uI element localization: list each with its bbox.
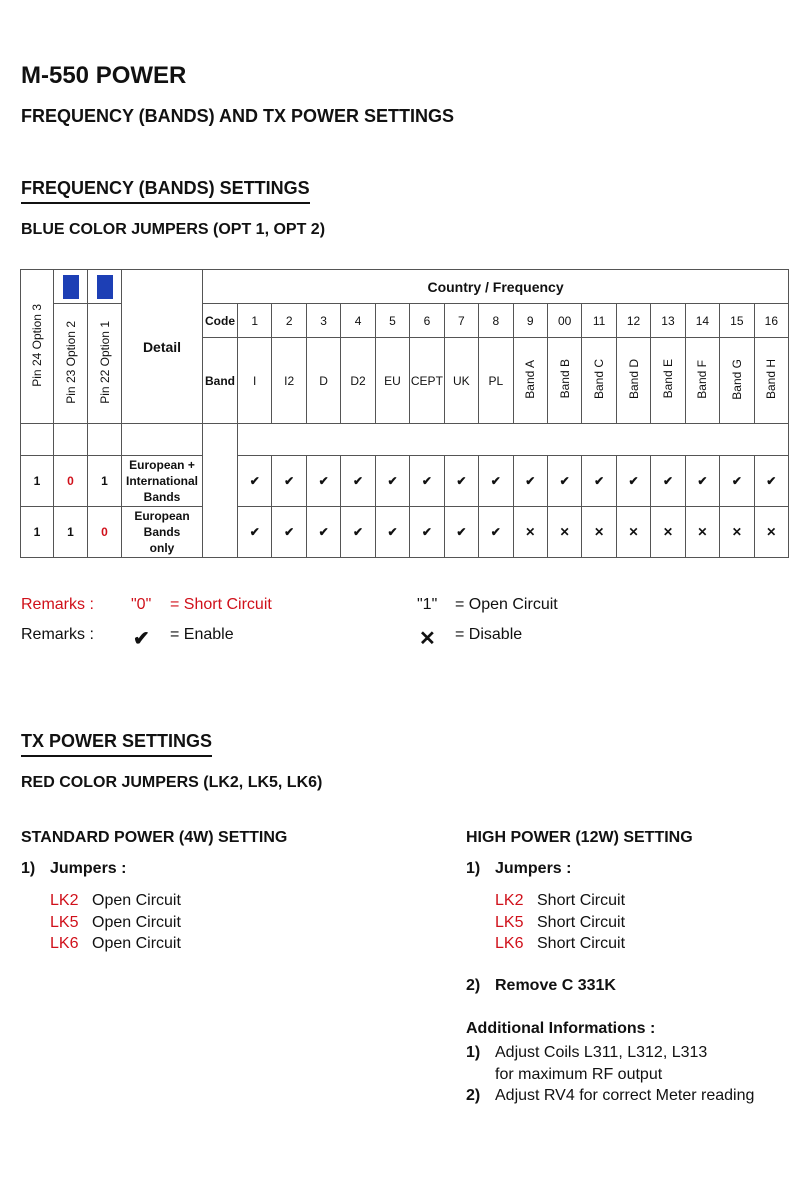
band-cell: Band G — [720, 338, 754, 424]
check-icon: ✔ — [375, 507, 409, 558]
band-cell: I — [238, 338, 272, 424]
code-cell: 11 — [582, 304, 616, 338]
check-icon: ✔ — [306, 456, 340, 507]
pin24-header: Pin 24 Option 3 — [21, 270, 54, 424]
band-cell: D — [306, 338, 340, 424]
band-cell: CEPT — [410, 338, 444, 424]
check-icon: ✔ — [410, 507, 444, 558]
cross-icon: ✕ — [685, 507, 719, 558]
pin22-header: Pin 22 Option 1 — [88, 304, 122, 424]
code-cell: 6 — [410, 304, 444, 338]
spacer-cell — [88, 424, 122, 456]
check-icon: ✔ — [444, 507, 478, 558]
step-number: 1) — [466, 860, 481, 877]
pin-value: 0 — [54, 456, 88, 507]
code-cell: 5 — [375, 304, 409, 338]
check-icon: ✔ — [341, 456, 375, 507]
pin-value: 1 — [54, 507, 88, 558]
spacer-cell — [21, 424, 54, 456]
check-icon: ✔ — [582, 456, 616, 507]
pin-value: 1 — [21, 456, 54, 507]
detail-header: Detail — [122, 270, 203, 424]
check-icon: ✔ — [410, 456, 444, 507]
standard-power-title: STANDARD POWER (4W) SETTING — [21, 829, 288, 846]
code-cell: 00 — [547, 304, 581, 338]
spacer-cell — [203, 424, 238, 558]
code-cell: 12 — [616, 304, 650, 338]
table-row — [21, 507, 789, 558]
check-icon: ✔ — [720, 456, 754, 507]
zero-description: = Short Circuit — [170, 596, 272, 613]
check-icon: ✔ — [272, 507, 306, 558]
cross-icon: ✕ — [419, 628, 436, 650]
check-icon: ✔ — [341, 507, 375, 558]
high-power-title: HIGH POWER (12W) SETTING — [466, 829, 693, 846]
jumpers-label: Jumpers : — [495, 860, 572, 877]
one-value: "1" — [417, 596, 438, 613]
code-cell: 14 — [685, 304, 719, 338]
check-icon: ✔ — [754, 456, 789, 507]
jumpers-label: Jumpers : — [50, 860, 127, 877]
cross-icon: ✕ — [616, 507, 650, 558]
tx-section-heading: TX POWER SETTINGS — [21, 731, 212, 757]
band-cell: Band B — [547, 338, 581, 424]
step-number: 1) — [21, 860, 36, 877]
code-label: Code — [203, 304, 238, 338]
blue-jumpers-label: BLUE COLOR JUMPERS (OPT 1, OPT 2) — [21, 221, 326, 238]
list-item: LK5 Short Circuit — [495, 913, 626, 931]
check-icon: ✔ — [133, 628, 150, 650]
check-icon: ✔ — [616, 456, 650, 507]
band-cell: D2 — [341, 338, 375, 424]
code-cell: 16 — [754, 304, 789, 338]
list-item: LK2 Short Circuit — [495, 892, 626, 909]
row-detail: European + International Bands — [122, 456, 203, 507]
check-icon: ✔ — [685, 456, 719, 507]
check-icon: ✔ — [375, 456, 409, 507]
check-icon: ✔ — [479, 456, 513, 507]
check-icon: ✔ — [651, 456, 685, 507]
standard-jumper-list — [50, 890, 181, 955]
high-jumper-list — [495, 890, 625, 955]
check-icon: ✔ — [444, 456, 478, 507]
cross-icon: ✕ — [754, 507, 789, 558]
band-cell: I2 — [272, 338, 306, 424]
remarks-label: Remarks : — [21, 596, 94, 613]
code-cell: 1 — [238, 304, 272, 338]
check-icon: ✔ — [238, 507, 272, 558]
code-cell: 3 — [306, 304, 340, 338]
check-icon: ✔ — [272, 456, 306, 507]
step-number: 2) — [466, 977, 481, 994]
code-cell: 7 — [444, 304, 478, 338]
list-item: 2) Adjust RV4 for correct Meter reading — [466, 1087, 755, 1104]
list-item: LK6 Short Circuit — [495, 935, 626, 952]
pin-value: 1 — [21, 507, 54, 558]
spacer-cell — [122, 424, 203, 456]
cross-icon: ✕ — [651, 507, 685, 558]
page-title: M-550 POWER — [21, 62, 187, 89]
page-subtitle: FREQUENCY (BANDS) AND TX POWER SETTINGS — [21, 106, 455, 126]
pin-value: 0 — [88, 507, 122, 558]
band-cell: Band H — [754, 338, 789, 424]
spacer-cell — [238, 424, 789, 456]
enable-description: = Enable — [170, 626, 234, 643]
one-description: = Open Circuit — [455, 596, 558, 613]
pin23-header: Pin 23 Option 2 — [54, 304, 88, 424]
list-item: 1) Adjust Coils L311, L312, L313 for maximum RF output — [466, 1044, 708, 1083]
country-frequency-header: Country / Frequency — [203, 270, 789, 304]
code-cell: 2 — [272, 304, 306, 338]
code-cell: 9 — [513, 304, 547, 338]
frequency-section-heading: FREQUENCY (BANDS) SETTINGS — [21, 178, 310, 204]
band-cell: PL — [479, 338, 513, 424]
spacer-cell — [54, 424, 88, 456]
check-icon: ✔ — [238, 456, 272, 507]
check-icon: ✔ — [306, 507, 340, 558]
code-cell: 4 — [341, 304, 375, 338]
code-cell: 15 — [720, 304, 754, 338]
list-item: LK6 Open Circuit — [50, 935, 181, 952]
additional-info-list — [466, 1042, 796, 1107]
remarks-label-2: Remarks : — [21, 626, 94, 643]
cross-icon: ✕ — [720, 507, 754, 558]
pin-value: 1 — [88, 456, 122, 507]
code-cell: 13 — [651, 304, 685, 338]
table-row — [21, 456, 789, 507]
red-jumpers-label: RED COLOR JUMPERS (LK2, LK5, LK6) — [21, 774, 323, 791]
remove-capacitor-step: Remove C 331K — [495, 977, 616, 994]
band-cell: Band C — [582, 338, 616, 424]
band-cell: UK — [444, 338, 478, 424]
cross-icon: ✕ — [513, 507, 547, 558]
row-detail: European Bands only — [122, 507, 203, 558]
band-label: Band — [203, 338, 238, 424]
code-cell: 8 — [479, 304, 513, 338]
pin23-blue-marker — [54, 270, 88, 304]
frequency-table — [20, 269, 789, 558]
check-icon: ✔ — [479, 507, 513, 558]
pin22-blue-marker — [88, 270, 122, 304]
disable-description: = Disable — [455, 626, 523, 643]
additional-info-title: Additional Informations : — [466, 1020, 656, 1037]
list-item: LK5 Open Circuit — [50, 913, 181, 931]
check-icon: ✔ — [547, 456, 581, 507]
band-cell: Band F — [685, 338, 719, 424]
cross-icon: ✕ — [547, 507, 581, 558]
band-cell: Band D — [616, 338, 650, 424]
check-icon: ✔ — [513, 456, 547, 507]
band-cell: EU — [375, 338, 409, 424]
zero-value: "0" — [131, 596, 152, 613]
band-cell: Band E — [651, 338, 685, 424]
list-item: LK2 Open Circuit — [50, 892, 181, 909]
cross-icon: ✕ — [582, 507, 616, 558]
band-cell: Band A — [513, 338, 547, 424]
